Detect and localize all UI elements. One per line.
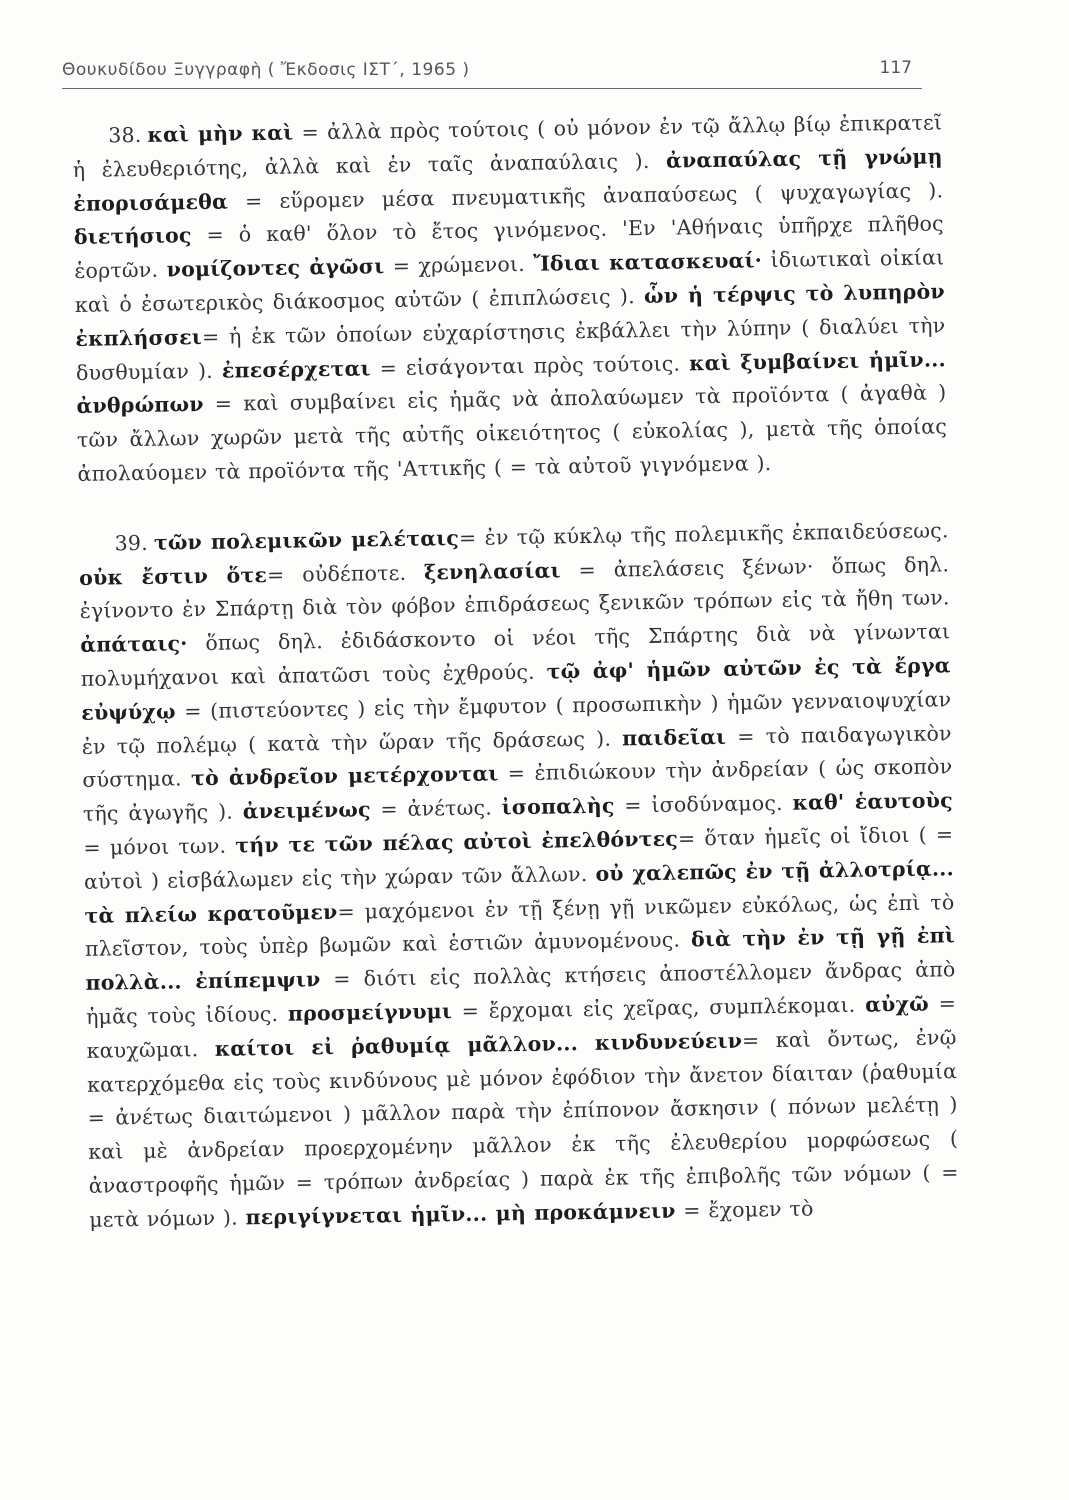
gloss-text: = ἰσοδύναμος. bbox=[614, 790, 793, 818]
gloss-text: = ἔρχομαι εἰς χεῖρας, συμπλέκομαι. bbox=[451, 992, 866, 1024]
lemma-term: Ἴδιαι κατασκευαί· bbox=[533, 248, 763, 276]
lemma-term: ἀνειμένως bbox=[242, 797, 371, 824]
lemma-term: ἰσοπαλὴς bbox=[501, 793, 615, 820]
gloss-text: = διότι εἰς πολλὰς κτήσεις ἀποστέλλομεν ἄνδρας ἀπὸ ἡμᾶς τοὺς ἰδίους. bbox=[85, 957, 956, 1029]
lemma-term: ξενηλασίαι bbox=[423, 557, 561, 585]
lemma-term: προσμείγνυμι bbox=[287, 999, 453, 1026]
gloss-text: = μόνοι των. bbox=[83, 833, 236, 860]
gloss-text: ἰδιωτικαὶ οἰκίαι καὶ ὁ ἐσωτερικὸς διάκοσμος αὐτῶν ( ἐπιπλώσεις ). bbox=[74, 245, 945, 317]
paragraph-38 bbox=[72, 106, 948, 491]
lemma-term: καθ' ἑαυτοὺς bbox=[792, 788, 953, 815]
lemma-term: νομίζοντες ἀγῶσι bbox=[166, 254, 385, 282]
gloss-text: = ἔχομεν τὸ bbox=[675, 1196, 814, 1223]
lemma-term: αὐχῶ bbox=[864, 991, 930, 1017]
gloss-text: = καὶ ὄντως, ἐνῷ κατερχόμεθα εἰς τοὺς κινδύνους μὲ μόνον ἐφόδιον τὴν ἄνετον δίαιταν (ῥαθυμία = ἀνέτως διαιτώμενοι ) μᾶλλον παρὰ τὴν ἐπίπονον ἄσκησιν ( πόνων μελέτῃ ) καὶ μὲ ἀνδρείαν προερχομένην μᾶλλον ἐκ τῆς ἐλευθερίου μορφώσεως ( ἀναστροφῆς ἡμῶν = τρόπων ἀνδρείας ) παρὰ ἐκ τῆς ἐπιβολῆς τῶν νόμων ( = μετὰ νόμων ). bbox=[86, 1024, 959, 1232]
gloss-text: = ἡ ἐκ τῶν ὁποίων εὐχαρίστησις ἐκβάλλει τὴν λύπην ( διαλύει τὴν δυσθυμίαν ). bbox=[75, 313, 946, 385]
gloss-text: = ὅταν ἡμεῖς οἱ ἴδιοι ( = αὐτοὶ ) εἰσβάλωμεν εἰς τὴν χώραν τῶν ἄλλων. bbox=[83, 822, 954, 894]
gloss-text: = ἀλλὰ πρὸς τούτοις ( οὐ μόνον ἐν τῷ ἄλλῳ βίῳ ἐπικρατεῖ ἡ ἐλευθεριότης, ἀλλὰ καὶ ἐν ταῖς ἀναπαύλαις ). bbox=[72, 110, 943, 182]
lemma-term: τῷ ἀφ' ἡμῶν αὐτῶν ἐς τὰ ἔργα εὐψύχῳ bbox=[81, 653, 951, 725]
running-header bbox=[62, 58, 922, 89]
running-title: Θουκυδίδου Ξυγγραφὴ ( Ἔκδοσις ΙΣΤ΄, 1965 ) bbox=[62, 60, 470, 80]
lemma-term: καίτοι εἰ ῥαθυμίᾳ μᾶλλον... κινδυνεύειν bbox=[214, 1028, 743, 1061]
lemma-term: ἐπεσέρχεται bbox=[221, 355, 371, 383]
lemma-term: περιγίγνεται ἡμῖν... μὴ προκάμνειν bbox=[245, 1198, 676, 1230]
paragraph-39 bbox=[78, 514, 959, 1237]
gloss-text: = ἀπελάσεις ξένων· ὅπως δηλ. ἐγίνοντο ἐν Σπάρτῃ διὰ τὸν φόβον ἐπιδράσεως ξενικῶν τρόπων εἰς τὰ ἤθη των. bbox=[79, 551, 950, 624]
lemma-term: τήν τε τῶν πέλας αὐτοὶ ἐπελθόντες bbox=[235, 826, 679, 858]
commentary-body bbox=[72, 106, 959, 1237]
gloss-text: = χρώμενοι. bbox=[384, 251, 534, 279]
gloss-text: = ἐπιδιώκουν τὴν ἀνδρείαν ( ὡς σκοπὸν τῆς ἀγωγῆς ). bbox=[82, 754, 953, 827]
gloss-text: ὅπως δηλ. ἐδιδάσκοντο οἱ νέοι τῆς Σπάρτης διὰ νὰ γίνωνται πολυμήχανοι καὶ ἀπατῶσι τοὺς ἐχθρούς. bbox=[80, 619, 951, 691]
gloss-text: = οὐδέποτε. bbox=[266, 560, 425, 587]
gloss-text: = ἀνέτως. bbox=[370, 795, 502, 822]
gloss-text: = εἰσάγονται πρὸς τούτοις. bbox=[370, 350, 690, 380]
lemma-term: καὶ ξυμβαίνει ἡμῖν... ἀνθρώπων bbox=[76, 346, 947, 419]
gloss-text: = μαχόμενοι ἐν τῇ ξένῃ γῇ νικῶμεν εὐκόλως, ὡς ἐπὶ τὸ πλεῖστον, τοὺς ὑπὲρ βωμῶν καὶ ἑστιῶν ἀμυνομένους. bbox=[84, 889, 955, 962]
paragraph-number: 38. bbox=[108, 122, 142, 148]
lemma-term: διὰ τὴν ἐν τῇ γῇ ἐπὶ πολλὰ... ἐπίπεμψιν bbox=[85, 923, 956, 996]
lemma-term: οὐ χαλεπῶς ἐν τῇ ἀλλοτρίᾳ... τὰ πλείω κρατοῦμεν bbox=[84, 855, 955, 928]
lemma-term: ἀπάταις· bbox=[80, 631, 188, 658]
lemma-term: τὸ ἀνδρεῖον μετέρχονται bbox=[190, 761, 499, 791]
gloss-text: = ὁ καθ' ὅλον τὸ ἔτος γινόμενος. 'Εν 'Αθήναις ὑπῆρχε πλῆθος ἑορτῶν. bbox=[74, 211, 944, 284]
lemma-term: παιδεῖαι bbox=[621, 724, 727, 750]
gloss-text: = εὕρομεν μέσα πνευματικῆς ἀναπαύσεως ( ψυχαγωγίας ). bbox=[227, 177, 944, 214]
lemma-term: καὶ μὴν καὶ bbox=[147, 120, 294, 147]
gloss-text: = (πιστεύοντες ) εἰς τὴν ἔμφυτον ( προσωπικὴν ) ἡμῶν γενναιοψυχίαν ἐν τῷ πολέμῳ ( κατὰ τὴν ὥραν τῆς δράσεως ). bbox=[81, 687, 952, 759]
gloss-text: = ἐν τῷ κύκλῳ τῆς πολεμικῆς ἐκπαιδεύσεως. bbox=[458, 518, 949, 550]
lemma-term: ἀναπαύλας τῇ γνώμῃ ἐπορισάμεθα bbox=[73, 144, 943, 216]
gloss-text: = τὸ παιδαγωγικὸν σύστημα. bbox=[82, 720, 952, 793]
gloss-text: = καὶ συμβαίνει εἰς ἡμᾶς νὰ ἀπολαύωμεν τὰ προϊόντα ( ἀγαθὰ ) τῶν ἄλλων χωρῶν μετὰ τῆς αὐτῆς οἰκειότητος ( εὐκολίας ), μετὰ τῆς ὁποίας ἀπολαύομεν τὰ προϊόντα τῆς 'Αττικῆς ( = τὰ αὐτοῦ γιγνόμενα ). bbox=[76, 380, 948, 486]
lemma-term: ὧν ἡ τέρψις τὸ λυπηρὸν ἐκπλήσσει bbox=[75, 279, 945, 351]
page-number: 117 bbox=[879, 58, 912, 78]
gloss-text: = καυχῶμαι. bbox=[86, 991, 957, 1063]
paragraph-number: 39. bbox=[114, 530, 149, 556]
lemma-term: διετήσιος bbox=[73, 223, 192, 250]
lemma-term: τῶν πολεμικῶν μελέταις bbox=[153, 525, 460, 555]
lemma-term: οὐκ ἔστιν ὅτε bbox=[78, 562, 268, 590]
